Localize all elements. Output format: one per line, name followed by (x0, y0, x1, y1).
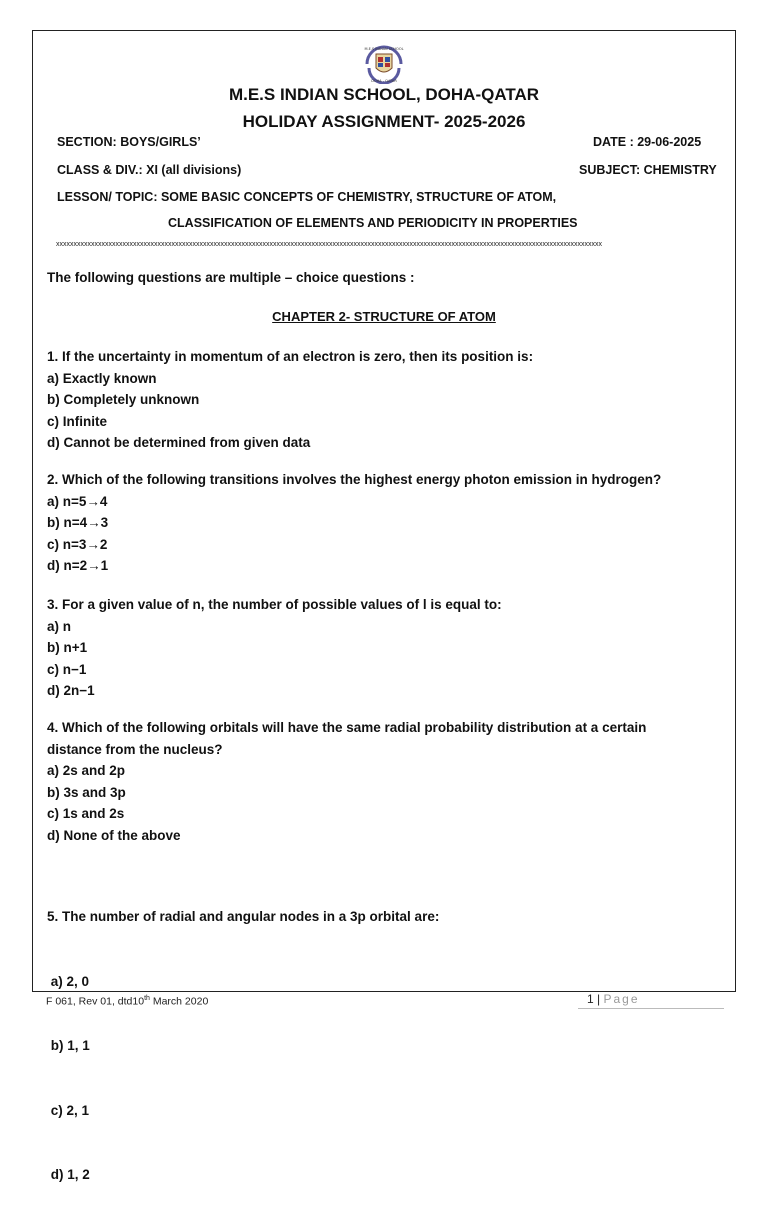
question-stem: 2. Which of the following transitions involves the highest energy photon emission in hydrogen? (47, 472, 662, 487)
footer-rule (578, 1008, 724, 1009)
question-4 (47, 717, 646, 846)
option: d) None of the above (47, 827, 181, 843)
separator-line: xxxxxxxxxxxxxxxxxxxxxxxxxxxxxxxxxxxxxxxxxxxxxxxxxxxxxxxxxxxxxxxxxxxxxxxxxxxxxxxxxxxxxxxxxxxxxxxxxxxxxxxxxxxxxxxxxxxxxxxxxxxxxxxxxxxxxxxxxxxxxxxxxxxxxxxxxxxx (56, 241, 602, 248)
page-number: 1 (587, 992, 594, 1006)
intro-text: The following questions are multiple – choice questions : (47, 270, 415, 285)
school-name: M.E.S INDIAN SCHOOL, DOHA-QATAR (228, 85, 540, 104)
option: a) n=5→4 (47, 493, 108, 509)
option: a) 2s and 2p (47, 763, 126, 778)
question-3 (47, 594, 502, 702)
option: c) n=3→2 (47, 536, 108, 552)
question-stem: 5. The number of radial and angular nodes in a 3p orbital are: (47, 909, 440, 924)
form-code-post: March 2020 (149, 995, 209, 1008)
section-label: SECTION: BOYS/GIRLS’ (57, 135, 201, 149)
question-stem: 1. If the uncertainty in momentum of an electron is zero, then its position is: (47, 349, 534, 364)
form-code-pre: F 061, Rev 01, dtd10 (46, 995, 145, 1008)
logo-text-bottom: DOHA - QATAR (371, 79, 397, 83)
option: c) n−1 (47, 661, 87, 677)
question-stem: 4. Which of the following orbitals will have the same radial probability distribution at a certain (47, 720, 647, 735)
option: a) n (47, 618, 72, 634)
chapter-heading: CHAPTER 2- STRUCTURE OF ATOM (272, 309, 496, 324)
logo-text-top: M.E.S INDIAN SCHOOL (364, 47, 404, 51)
class-div-label: CLASS & DIV.: XI (all divisions) (57, 163, 242, 177)
question-stem-cont: distance from the nucleus? (47, 741, 223, 757)
option: d) Cannot be determined from given data (47, 435, 311, 450)
assignment-title: HOLIDAY ASSIGNMENT- 2025-2026 (242, 112, 526, 131)
lesson-topic-line2: CLASSIFICATION OF ELEMENTS AND PERIODICITY IN PROPERTIES (168, 216, 578, 230)
option: a) 2, 0 (47, 973, 90, 989)
question-stem: 3. For a given value of n, the number of possible values of l is equal to: (47, 597, 502, 612)
option: c) Infinite (47, 413, 107, 429)
option: b) 1, 1 (47, 1038, 90, 1053)
option: d) 1, 2 (47, 1167, 90, 1182)
lesson-topic-line1: LESSON/ TOPIC: SOME BASIC CONCEPTS OF CHEMISTRY, STRUCTURE OF ATOM, (57, 190, 557, 204)
option: c) 1s and 2s (47, 806, 125, 821)
question-2 (47, 469, 661, 577)
page-word: Page (603, 992, 640, 1006)
page-indicator (587, 992, 640, 1006)
option: b) n+1 (47, 640, 88, 655)
question-5 (47, 863, 439, 1207)
date-label: DATE : 29-06-2025 (593, 135, 702, 149)
subject-label: SUBJECT: CHEMISTRY (579, 163, 717, 177)
option: c) 2, 1 (47, 1102, 90, 1118)
question-1 (47, 346, 533, 454)
option: a) Exactly known (47, 370, 157, 386)
option: b) 3s and 3p (47, 784, 126, 800)
page-separator: | (593, 992, 604, 1006)
option: d) n=2→1 (47, 558, 109, 573)
form-code (46, 995, 208, 1008)
option: d) 2n−1 (47, 683, 95, 698)
form-code-sup: th (144, 995, 150, 1002)
school-logo (359, 44, 409, 84)
option: b) n=4→3 (47, 515, 109, 530)
option: b) Completely unknown (47, 392, 200, 407)
